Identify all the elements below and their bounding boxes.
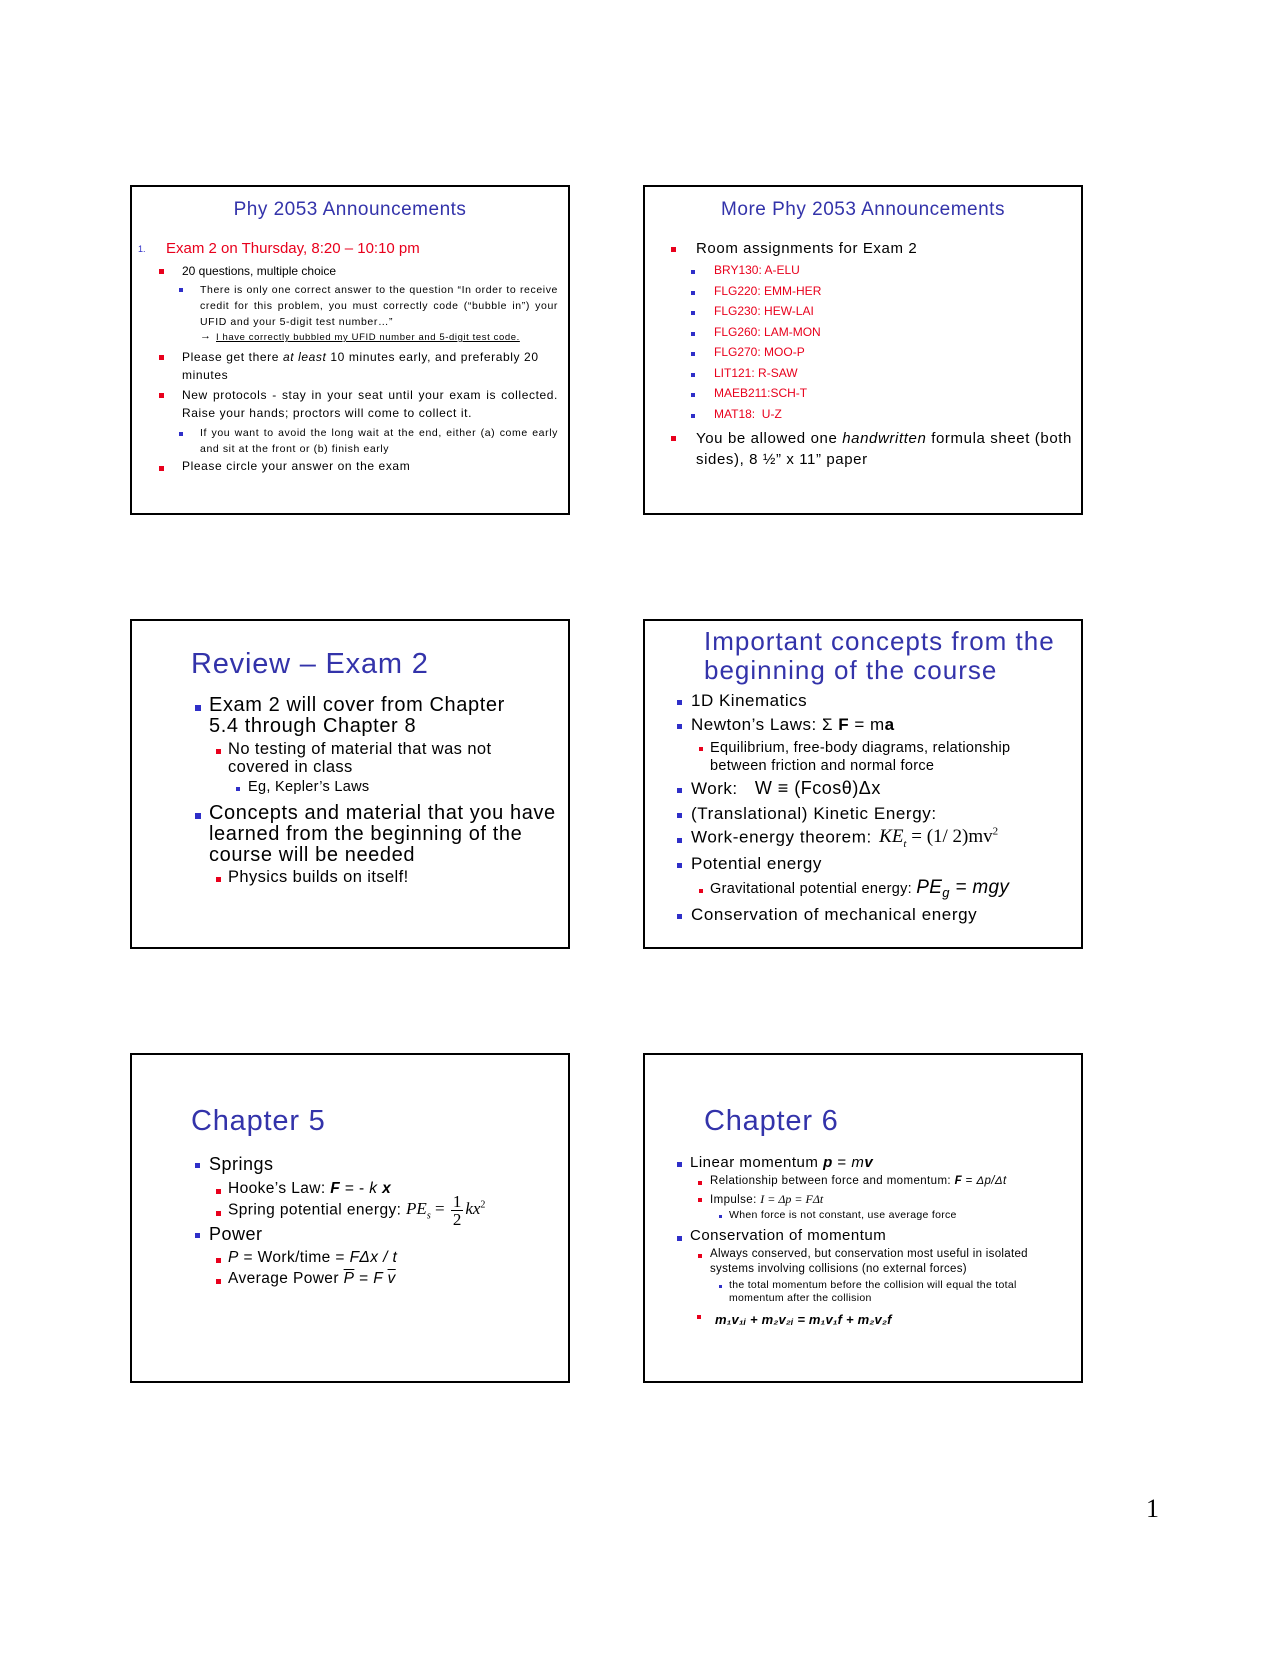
bullet-mark: [677, 724, 682, 729]
room-item: MAT18: U-Z: [689, 407, 1069, 428]
bullet-mark: [179, 288, 183, 292]
room-item: BRY130: A-ELU: [689, 263, 1069, 284]
room-list: [689, 263, 1069, 427]
bullet-mark: [216, 1189, 221, 1194]
bullet-mark: [159, 466, 164, 471]
room-item: MAEB211:SCH-T: [689, 386, 1069, 407]
list-item: Always conserved, but conservation most useful in isolated systems involving collisions (no external forces): [710, 1248, 1028, 1275]
list-item: Potential energy: [691, 854, 822, 873]
bullet-mark: [671, 247, 676, 252]
work-formula: W ≡ (Fcosθ)Δx: [754, 778, 881, 798]
bullet-mark: [698, 1254, 702, 1258]
list-item: If you want to avoid the long wait at the end, either (a) come early and sit at the front or (b) finish early: [200, 427, 558, 455]
bullet-mark: [236, 787, 240, 791]
slide-title: Phy 2053 Announcements: [233, 199, 467, 220]
bullet-mark: [216, 1279, 221, 1284]
list-item: Conservation of mechanical energy: [691, 905, 978, 924]
list-item: Linear momentum p = mv: [690, 1154, 874, 1171]
bullet-mark: [159, 355, 164, 360]
list-item: Springs: [209, 1154, 274, 1174]
bullet-mark: [216, 749, 221, 754]
bullet-mark: [216, 877, 221, 882]
bullet-mark: [179, 432, 183, 436]
list-item: You be allowed one handwritten formula sheet (both sides), 8 ½” x 11” paper: [696, 430, 1072, 468]
list-item: Impulse: I = Δp = FΔt: [710, 1192, 824, 1206]
work-energy-formula: $KE_t = (1/$ $2)mv^2$: [879, 826, 999, 851]
list-item: 1D Kinematics: [691, 691, 808, 710]
slide-phy-announcements: [130, 185, 570, 515]
slide-more-announcements: [643, 185, 1083, 515]
room-item: FLG270: MOO-P: [689, 345, 1069, 366]
bullet-mark: [677, 838, 682, 843]
list-item: Work: W ≡ (Fcosθ)Δx: [691, 778, 881, 798]
list-item: Please get there at least 10 minutes early, and preferably 20 minutes: [182, 350, 539, 382]
list-item: New protocols - stay in your seat until your exam is collected. Raise your hands; proctors will come to collect it.: [182, 388, 558, 420]
list-item: Work-energy theorem: $KE_t = (1/$ $2)mv^2$: [691, 826, 999, 851]
list-item: Equilibrium, free-body diagrams, relationship between friction and normal force: [710, 740, 1011, 774]
bullet-mark: [677, 863, 682, 868]
room-item: FLG230: HEW-LAI: [689, 304, 1069, 325]
list-item: Gravitational potential energy: $PE_g$ = mgy: [710, 877, 1010, 900]
list-item: P = Work/time = FΔx / t: [228, 1249, 398, 1266]
bullet-mark: [195, 705, 201, 711]
bullet-mark: [719, 1215, 722, 1218]
bullet-mark: [216, 1211, 221, 1216]
bullet-mark: [697, 1315, 701, 1319]
list-item: Relationship between force and momentum: F = Δp/Δt: [710, 1175, 1007, 1187]
bullet-mark: [698, 1181, 702, 1185]
list-item: Please circle your answer on the exam: [182, 459, 411, 473]
bullet-mark: [195, 1163, 200, 1168]
bullet-mark: [677, 1236, 682, 1241]
list-item: Power: [209, 1224, 263, 1244]
list-item: Eg, Kepler’s Laws: [248, 779, 370, 795]
list-item: Physics builds on itself!: [228, 868, 409, 886]
list-item: Exam 2 will cover from Chapter 5.4 through Chapter 8: [209, 694, 505, 737]
bullet-mark: [677, 700, 682, 705]
list-item: I have correctly bubbled my UFID number and 5-digit test code.: [216, 332, 520, 343]
page-number: 1: [1146, 1494, 1159, 1523]
list-item: Hooke’s Law: F = - k x: [228, 1180, 392, 1197]
list-item: No testing of material that was not covered in class: [228, 740, 492, 776]
list-item: Conservation of momentum: [690, 1227, 887, 1244]
list-item: the total momentum before the collision will equal the total momentum after the collision: [729, 1279, 1017, 1304]
bullet-mark: [671, 436, 676, 441]
bullet-mark: [159, 269, 164, 274]
bullet-mark: [677, 813, 682, 818]
arrow-icon: →: [200, 330, 211, 342]
bullet-mark: [677, 788, 682, 793]
list-item: There is only one correct answer to the question “In order to receive credit for this problem, you must correctly code (“bubble in”) your UFID and your 5-digit test number…”: [200, 284, 558, 328]
slide-title: Important concepts from the beginning of the course: [704, 626, 1055, 685]
momentum-equation: m₁v₁ᵢ + m₂v₂ᵢ = m₁v₁f + m₂v₂f: [715, 1312, 892, 1327]
room-item: FLG220: EMM-HER: [689, 284, 1069, 305]
spring-pe-formula: $PE_s$ = $\frac{1}{2}$ $kx^2$: [406, 1192, 486, 1229]
slide-title: Chapter 6: [704, 1105, 839, 1137]
list-item: Average Power $\overline{P} = F$ $\overline{v}$: [228, 1270, 396, 1287]
list-item: Concepts and material that you have learned from the beginning of the course will be needed: [209, 802, 556, 866]
room-item: LIT121: R-SAW: [689, 366, 1069, 387]
bullet-mark: [159, 393, 164, 398]
list-number: 1.: [138, 244, 146, 255]
slide-chapter6: [643, 1053, 1083, 1383]
list-item: (Translational) Kinetic Energy:: [691, 804, 937, 823]
list-item: Room assignments for Exam 2: [696, 240, 918, 257]
slide-chapter5: [130, 1053, 570, 1383]
bullet-mark: [216, 1258, 221, 1263]
exam-date-item: [138, 240, 558, 257]
slide-important-concepts: [643, 619, 1083, 949]
bullet-mark: [195, 1233, 200, 1238]
list-item: 20 questions, multiple choice: [182, 264, 562, 278]
bullet-mark: [698, 1198, 702, 1202]
bullet-mark: [719, 1285, 722, 1288]
exam-date: Exam 2 on Thursday, 8:20 – 10:10 pm: [166, 240, 420, 257]
bullet-mark: [677, 1162, 682, 1167]
list-item: Spring potential energy: $PE_s$ = $\frac{1}{2}$ $kx^2$: [228, 1192, 486, 1229]
room-item: FLG260: LAM-MON: [689, 325, 1069, 346]
list-item: When force is not constant, use average force: [729, 1209, 957, 1221]
bullet-mark: [677, 914, 682, 919]
slide-title: Review – Exam 2: [191, 648, 429, 680]
list-item: Newton’s Laws: Σ F = ma: [691, 715, 895, 734]
slide-title: Chapter 5: [191, 1105, 326, 1137]
bullet-mark: [195, 813, 201, 819]
bullet-mark: [699, 889, 703, 893]
slide-review-exam2: [130, 619, 570, 949]
slide-title: More Phy 2053 Announcements: [721, 199, 1005, 220]
bullet-mark: [699, 747, 703, 751]
